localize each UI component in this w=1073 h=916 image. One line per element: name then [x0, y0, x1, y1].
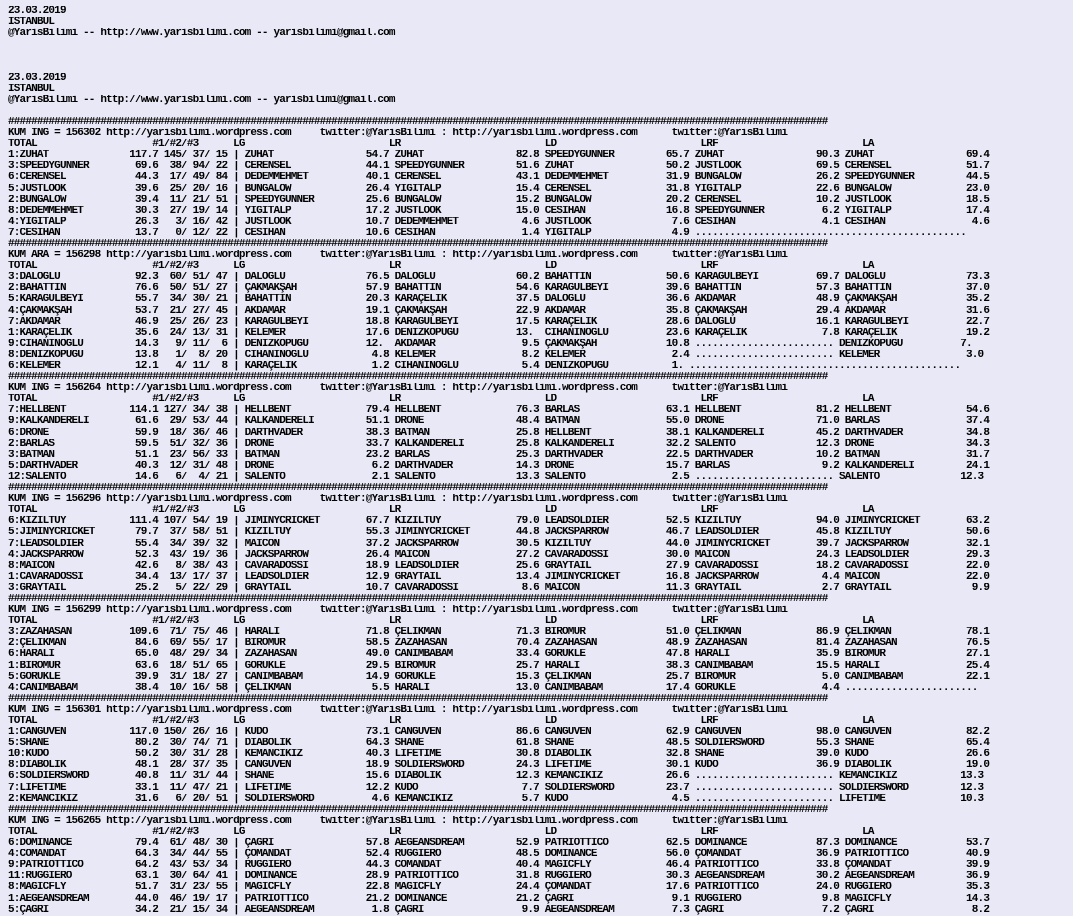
separator-line: ##############################################################################################################################################	[8, 116, 828, 128]
blank-line	[8, 61, 1068, 72]
race-title-line: KUM ING = 156264 http://yarisbilimi.wordpress.com twitter:@YarisBilimi : http://yarisbilimi.wordpress.com twitter:@YarisBilimi	[8, 383, 788, 395]
blank-line	[8, 50, 1068, 61]
horse-row: 2:ÇELİKMAN 84.6 69/ 55/ 17 | BİRÖMÜR 58.5 ZAZAHASAN 70.4 ZAZAHASAN 48.9 ZAZAHASAN 81.4 ZAZAHASAN 76.5	[8, 638, 990, 650]
column-header-line: TOTAL #1/#2/#3 LG LR LD LRF LA	[8, 826, 874, 838]
horse-row: 9:PATRIOTTICO 64.2 43/ 53/ 34 | RUGGIERO 44.3 COMANDAT 40.4 MAGICFLY 46.4 PATRIOTTICO 33.8 ÇOMANDAT 39.9	[8, 860, 990, 872]
column-header-line: TOTAL #1/#2/#3 LG LR LD LRF LA	[8, 139, 874, 151]
separator-line: ##############################################################################################################################################	[8, 372, 828, 384]
separator-line: ##############################################################################################################################################	[8, 593, 828, 605]
horse-row: 1:AEGEANSDREAM 44.0 46/ 19/ 17 | PATRIOTTICO 21.2 DOMINANCE 21.2 ÇAĞRI 9.1 RUGGIERO 9.8 MAGICFLY 14.3	[8, 893, 990, 905]
horse-row: 7:LEADSOLDIER 55.4 34/ 39/ 32 | MAICON 37.2 JACKSPARROW 30.5 KIZILTÜY 44.0 JIMINYCRICKET 39.7 JACKSPARROW 32.1	[8, 538, 990, 550]
horse-row: 1:BİRÖMÜR 63.6 18/ 51/ 65 | GÖRÜKLE 29.5 BİRÖMÜR 25.7 HARALI 38.3 CANIMBABAM 15.5 HARALI 25.4	[8, 660, 990, 672]
horse-row: 8:DİABOLİK 48.1 28/ 37/ 35 | CANGUVEN 18.9 SOLDIERSWORD 24.3 LIFETIME 30.1 KUDO 36.9 DİABOLİK 19.0	[8, 760, 990, 772]
report-contact: @YarisBilimi -- http://www.yarisbilimi.com -- yarisbilimi@gmail.com	[8, 94, 395, 106]
separator-line: ##############################################################################################################################################	[8, 693, 828, 705]
horse-row: 9:CİHANINOĞLU 14.3 9/ 11/ 6 | DENİZKÖPÜĞÜ 12. AKDAMAR 9.5 ÇAKMAKŞAH 10.8 ........................ DENİZKÖPÜĞÜ 7.	[8, 338, 972, 350]
horse-row: 8:DEDEMMEHMET 30.3 27/ 19/ 14 | YİĞİTALP 17.2 JUSTLOOK 15.0 CESİHAN 16.8 SPEEDYGUNNER 6.2 YİĞİTALP 17.4	[8, 205, 990, 217]
column-header-line: TOTAL #1/#2/#3 LG LR LD LRF LA	[8, 616, 874, 628]
horse-row: 3:ZAZAHASAN 109.6 71/ 75/ 46 | HARALI 71.8 ÇELİKMAN 71.3 BİRÖMÜR 51.0 ÇELİKMAN 86.9 ÇELİKMAN 78.1	[8, 627, 990, 639]
horse-row: 7:CESİHAN 13.7 0/ 12/ 22 | CESİHAN 10.6 CESİHAN 1.4 YİĞİTALP 4.9 ...............................................	[8, 227, 967, 239]
horse-row: 8:MAICON 42.6 8/ 38/ 43 | CAVARADOSSI 18.9 LEADSOLDIER 25.6 GRAYTAIL 27.9 CAVARADOSSI 18.2 CAVARADOSSI 22.0	[8, 560, 990, 572]
horse-row: 5:GÖRÜKLE 39.9 31/ 18/ 27 | CANIMBABAM 14.9 GÖRÜKLE 15.3 ÇELİKMAN 25.7 BİRÖMÜR 5.0 CANIMBABAM 22.1	[8, 671, 990, 683]
horse-row: 7:AKDAMAR 46.9 25/ 26/ 23 | KARAGÜLBEYİ 18.8 KARAGÜLBEYİ 17.5 KARAÇELİK 28.6 DALOĞLU 16.1 KARAGÜLBEYİ 22.7	[8, 316, 990, 328]
horse-row: 5:KARAGÜLBEYİ 55.7 34/ 30/ 21 | BAHATTİN 20.3 KARAÇELİK 37.5 DALOĞLU 36.6 AKDAMAR 48.9 ÇAKMAKŞAH 35.2	[8, 294, 990, 306]
column-header-line: TOTAL #1/#2/#3 LG LR LD LRF LA	[8, 394, 874, 406]
horse-row: 5:DARTHVADER 40.3 12/ 31/ 48 | DRONE 6.2 DARTHVADER 14.3 DRONE 15.7 BARLAS 9.2 KALKANDERELİ 24.1	[8, 460, 990, 472]
horse-row: 1:KARAÇELİK 35.6 24/ 13/ 31 | KELEMER 17.6 DENİZKÖPÜĞÜ 13. CİHANINOĞLU 23.6 KARAÇELİK 7.8 KARAÇELİK 19.2	[8, 327, 990, 339]
separator-line: ##############################################################################################################################################	[8, 804, 828, 816]
horse-row: 8:DENİZKÖPÜĞÜ 13.8 1/ 8/ 20 | CİHANINOĞLU 4.8 KELEMER 8.2 KELEMER 2.4 ........................ KELEMER 3.0	[8, 349, 984, 361]
report-date: 23.03.2019	[8, 6, 66, 17]
horse-row: 10:KUDO 50.2 30/ 31/ 28 | KEMANCIKIZ 40.3 LIFETIME 30.8 DİABOLİK 32.8 SHANE 39.0 KUDO 26.6	[8, 749, 990, 761]
race-title-line: KUM ING = 156301 http://yarisbilimi.wordpress.com twitter:@YarisBilimi : http://yarisbilimi.wordpress.com twitter:@YarisBilimi	[8, 704, 788, 716]
race-block	[8, 239, 1068, 372]
report-header-1	[8, 6, 1068, 39]
column-header-line: TOTAL #1/#2/#3 LG LR LD LRF LA	[8, 716, 874, 727]
horse-row: 6:DOMINANCE 79.4 61/ 48/ 30 | ÇAĞRI 57.8 AEGEANSDREAM 52.9 PATRIOTTICO 62.5 DOMINANCE 87.3 DOMINANCE 53.7	[8, 838, 990, 850]
report-city: ISTANBUL	[8, 83, 55, 95]
horse-row: 11:RUGGIERO 63.1 30/ 64/ 41 | DOMINANCE 28.9 PATRIOTTICO 31.8 RUGGIERO 30.3 AEGEANSDREAM 30.2 AEGEANSDREAM 36.9	[8, 871, 990, 883]
horse-row: 5:SHANE 80.2 30/ 74/ 71 | DİABOLİK 64.3 SHANE 61.8 SHANE 48.5 SOLDIERSWORD 55.3 SHANE 65.4	[8, 738, 990, 750]
horse-row: 9:KALKANDERELİ 61.6 29/ 53/ 44 | KALKANDERELİ 51.1 DRONE 48.4 BATMAN 55.0 DRONE 71.0 BARLAS 37.4	[8, 416, 990, 428]
horse-row: 4:YİĞİTALP 26.3 3/ 16/ 42 | JUSTLOOK 10.7 DEDEMMEHMET 4.6 JUSTLOOK 7.6 CESİHAN 4.1 CESİHAN 4.6	[8, 216, 990, 228]
horse-row: 6:DRONE 59.9 18/ 36/ 46 | DARTHVADER 38.3 BATMAN 25.8 HELLBENT 38.1 KALKANDERELİ 45.2 DARTHVADER 34.8	[8, 427, 990, 439]
race-blocks	[8, 117, 1068, 916]
horse-row: 8:MAGICFLY 51.7 31/ 23/ 55 | MAGICFLY 22.8 MAGICFLY 24.4 ÇOMANDAT 17.6 PATRIOTTICO 24.0 RUGGIERO 35.3	[8, 882, 990, 894]
race-block	[8, 117, 1068, 239]
column-header-line: TOTAL #1/#2/#3 LG LR LD LRF LA	[8, 261, 874, 273]
horse-row: 6:SOLDIERSWORD 40.8 11/ 31/ 44 | SHANE 15.6 DİABOLİK 12.3 KEMANCIKIZ 26.6 ........................ KEMANCIKIZ 13.3	[8, 771, 984, 783]
race-title-line: KUM ING = 156302 http://yarisbilimi.wordpress.com twitter:@YarisBilimi : http://yarisbilimi.wordpress.com twitter:@YarisBilimi	[8, 128, 788, 140]
horse-row: 7:HELLBENT 114.1 127/ 34/ 38 | HELLBENT 79.4 HELLBENT 76.3 BARLAS 63.1 HELLBENT 81.2 HELLBENT 54.6	[8, 405, 990, 417]
race-title-line: KUM ING = 156299 http://yarisbilimi.wordpress.com twitter:@YarisBilimi : http://yarisbilimi.wordpress.com twitter:@YarisBilimi	[8, 605, 788, 617]
horse-row: 4:ÇAKMAKŞAH 53.7 21/ 27/ 45 | AKDAMAR 19.1 ÇAKMAKŞAH 22.9 AKDAMAR 35.8 ÇAKMAKŞAH 29.4 AKDAMAR 31.6	[8, 305, 990, 317]
horse-row: 3:DALOĞLU 92.3 60/ 51/ 47 | DALOĞLU 76.5 DALOĞLU 60.2 BAHATTİN 50.6 KARAGÜLBEYİ 69.7 DALOĞLU 73.3	[8, 272, 990, 284]
horse-row: 3:GRAYTAIL 25.2 5/ 22/ 29 | GRAYTAIL 10.7 CAVARADOSSI 8.6 MAICON 11.3 GRAYTAIL 2.7 GRAYTAIL 9.9	[8, 582, 990, 594]
horse-row: 4:CANIMBABAM 38.4 10/ 16/ 58 | ÇELİKMAN 5.5 HARALI 13.0 CANIMBABAM 17.4 GÖRÜKLE 4.4 .......................	[8, 682, 978, 694]
race-block	[8, 372, 1068, 483]
horse-row: 6:CERENSEL 44.3 17/ 49/ 84 | DEDEMMEHMET 40.1 CERENSEL 43.1 DEDEMMEHMET 31.9 BUNGALOW 26.2 SPEEDYGUNNER 44.5	[8, 172, 990, 184]
horse-row: 5:ÇAĞRI 34.2 21/ 15/ 34 | AEGEANSDREAM 1.8 ÇAĞRI 9.9 AEGEANSDREAM 7.3 ÇAĞRI 7.2 ÇAĞRI 8.2	[8, 904, 990, 916]
report-contact: @YarisBilimi -- http://www.yarisbilimi.com -- yarisbilimi@gmail.com	[8, 28, 395, 40]
report-city: ISTANBUL	[8, 17, 55, 29]
race-title-line: KUM ING = 156265 http://yarisbilimi.wordpress.com twitter:@YarisBilimi : http://yarisbilimi.wordpress.com twitter:@YarisBilimi	[8, 815, 788, 827]
race-report-document	[8, 6, 1068, 916]
horse-row: 5:JIMINYCRICKET 79.7 37/ 58/ 51 | KIZILTÜY 55.3 JIMINYCRICKET 44.8 JACKSPARROW 46.7 LEADSOLDIER 45.8 KIZILTÜY 50.6	[8, 527, 990, 539]
report-date: 23.03.2019	[8, 72, 66, 84]
horse-row: 2:BUNGALOW 39.4 11/ 21/ 51 | SPEEDYGUNNER 25.6 BUNGALOW 15.2 BUNGALOW 20.2 CERENSEL 10.2 JUSTLOOK 18.5	[8, 194, 990, 206]
horse-row: 2:KEMANCIKIZ 31.6 6/ 20/ 51 | SOLDIERSWORD 4.6 KEMANCIKIZ 5.7 KUDO 4.5 ........................ LIFETIME 10.3	[8, 793, 984, 805]
horse-row: 6:KIZILTÜY 111.4 107/ 54/ 19 | JIMINYCRICKET 67.7 KIZILTÜY 79.0 LEADSOLDIER 52.5 KIZILTÜY 94.0 JIMINYCRICKET 63.2	[8, 516, 990, 528]
race-title-line: KUM ARA = 156298 http://yarisbilimi.wordpress.com twitter:@YarisBilimi : http://yarisbilimi.wordpress.com twitter:@YarisBilimi	[8, 250, 788, 262]
column-header-line: TOTAL #1/#2/#3 LG LR LD LRF LA	[8, 505, 874, 517]
horse-row: 7:LIFETIME 33.1 11/ 47/ 21 | LIFETIME 12.2 KUDO 7.7 SOLDIERSWORD 23.7 ........................ SOLDIERSWORD 12.3	[8, 782, 984, 794]
horse-row: 2:BAHATTİN 76.6 50/ 51/ 27 | ÇAKMAKŞAH 57.9 BAHATTİN 54.6 KARAGÜLBEYİ 39.6 BAHATTİN 57.3 BAHATTİN 37.0	[8, 283, 990, 295]
horse-row: 3:SPEEDYGUNNER 69.6 38/ 94/ 22 | CERENSEL 44.1 SPEEDYGUNNER 51.6 ZUHAT 50.2 JUSTLOOK 69.5 CERENSEL 51.7	[8, 161, 990, 173]
horse-row: 4:COMANDAT 64.3 34/ 44/ 55 | ÇOMANDAT 52.4 RUGGIERO 48.5 DOMINANCE 56.0 ÇOMANDAT 36.9 PATRIOTTICO 40.9	[8, 849, 990, 861]
race-block	[8, 694, 1068, 805]
horse-row: 6:HARALI 65.0 48/ 29/ 34 | ZAZAHASAN 49.0 CANIMBABAM 33.4 GÖRÜKLE 47.8 HARALI 35.9 BİRÖMÜR 27.1	[8, 649, 990, 661]
horse-row: 2:BARLAS 59.5 51/ 32/ 36 | DRONE 33.7 KALKANDERELİ 25.8 KALKANDERELİ 32.2 SALENTO 12.3 DRONE 34.3	[8, 438, 990, 450]
separator-line: ##############################################################################################################################################	[8, 238, 828, 250]
horse-row: 12:SALENTO 14.6 6/ 4/ 21 | SALENTO 2.1 SALENTO 13.3 SALENTO 2.5 ........................ SALENTO 12.3	[8, 471, 984, 483]
horse-row: 1:CANGUVEN 117.0 150/ 26/ 16 | KUDO 73.1 CANGUVEN 86.6 CANGUVEN 62.9 CANGUVEN 98.0 CANGUVEN 82.2	[8, 727, 990, 739]
race-title-line: KUM ING = 156296 http://yarisbilimi.wordpress.com twitter:@YarisBilimi : http://yarisbilimi.wordpress.com twitter:@YarisBilimi	[8, 494, 788, 506]
race-block	[8, 483, 1068, 594]
report-header-2	[8, 73, 1068, 106]
horse-row: 6:KELEMER 12.1 4/ 11/ 8 | KARAÇELİK 1.2 CİHANINOĞLU 5.4 DENİZKÖPÜĞÜ 1. ...............................................	[8, 361, 961, 372]
horse-row: 4:JACKSPARROW 52.3 43/ 19/ 36 | JACKSPARROW 26.4 MAICON 27.2 CAVARADOSSI 30.0 MAICON 24.3 LEADSOLDIER 29.3	[8, 549, 990, 561]
horse-row: 1:ZUHAT 117.7 145/ 37/ 15 | ZUHAT 54.7 ZUHAT 82.8 SPEEDYGUNNER 65.7 ZUHAT 90.3 ZUHAT 69.4	[8, 150, 990, 162]
horse-row: 5:JUSTLOOK 39.6 25/ 20/ 16 | BUNGALOW 26.4 YİĞİTALP 15.4 CERENSEL 31.8 YİĞİTALP 22.6 BUNGALOW 23.0	[8, 183, 990, 195]
blank-line	[8, 39, 1068, 50]
race-block	[8, 805, 1068, 916]
horse-row: 3:BATMAN 51.1 23/ 56/ 33 | BATMAN 23.2 BARLAS 25.3 DARTHVADER 22.5 DARTHVADER 10.2 BATMAN 31.7	[8, 449, 990, 461]
blank-line	[8, 106, 1068, 117]
separator-line: ##############################################################################################################################################	[8, 483, 828, 495]
race-block	[8, 594, 1068, 694]
horse-row: 1:CAVARADOSSI 34.4 13/ 17/ 37 | LEADSOLDIER 12.9 GRAYTAIL 13.4 JIMINYCRICKET 16.8 JACKSPARROW 4.4 MAICON 22.0	[8, 571, 990, 583]
